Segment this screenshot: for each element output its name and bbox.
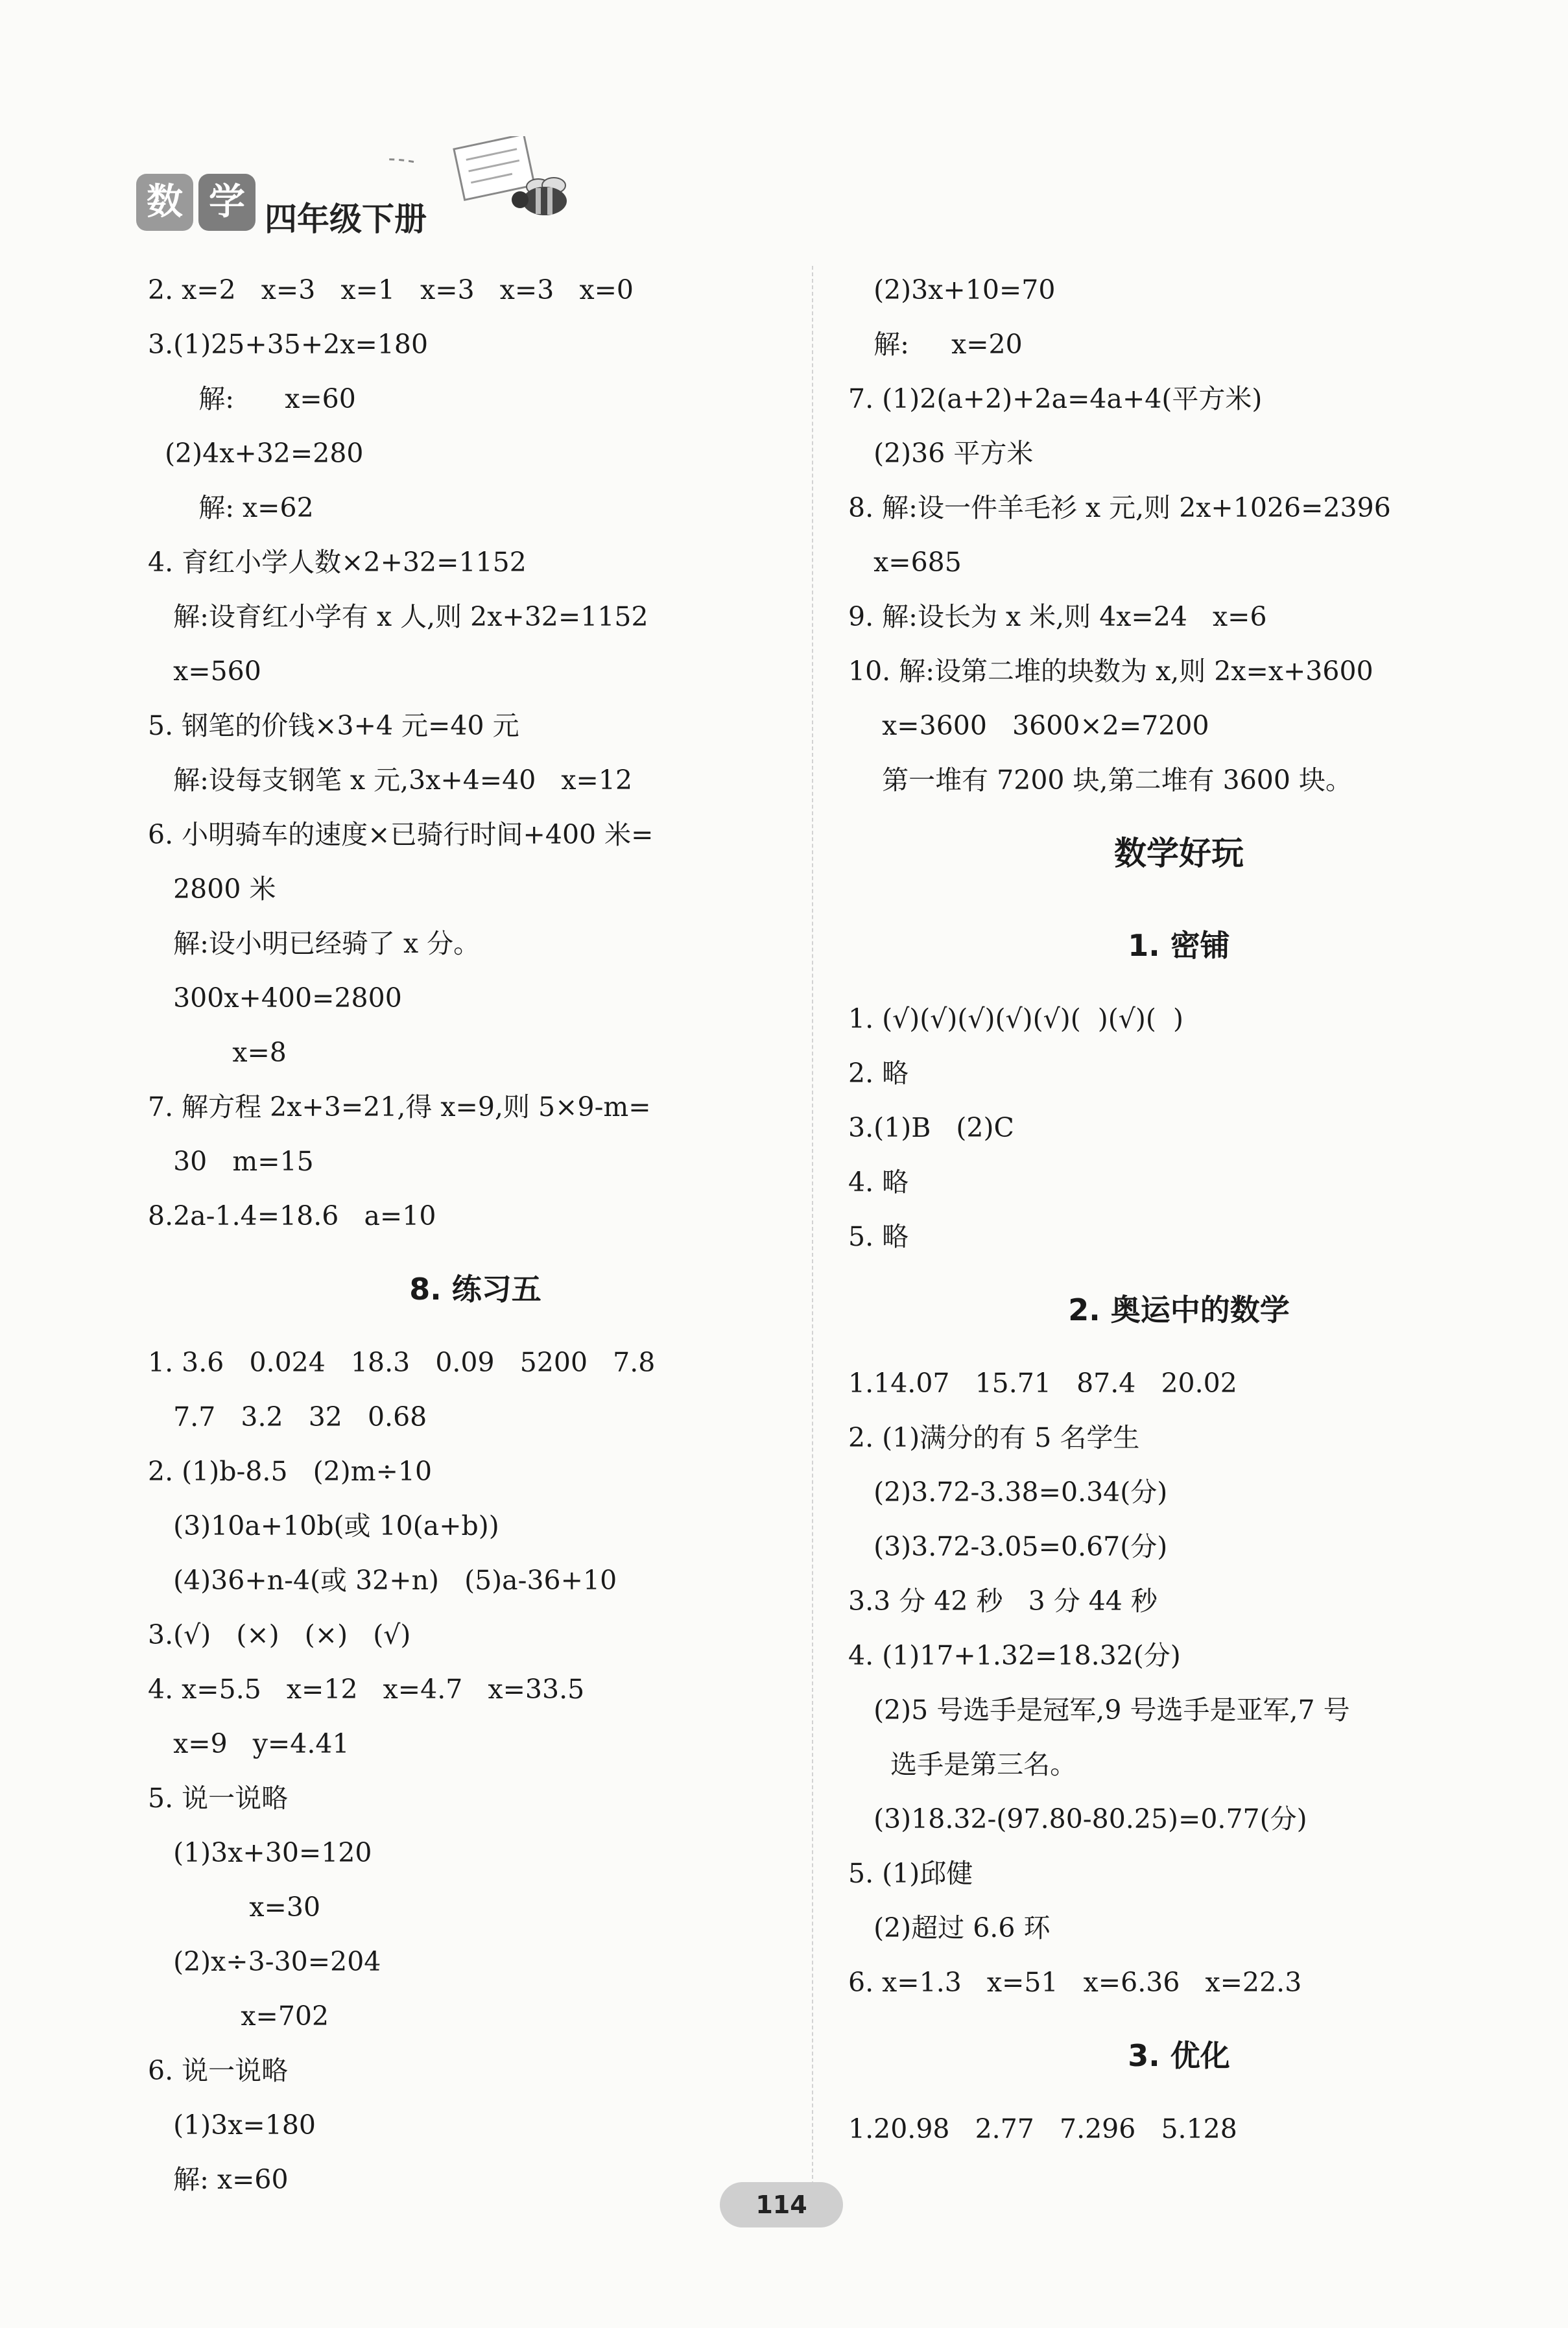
answer-line: 2. (1)b-8.5 (2)m÷10 — [148, 1456, 433, 1487]
answer-line: (1)3x=180 — [148, 2109, 316, 2141]
answer-line: 选手是第三名。 — [848, 1749, 1077, 1780]
answer-line: 解:设育红小学有 x 人,则 2x+32=1152 — [148, 601, 648, 632]
answer-line: 5. 说一说略 — [148, 1783, 289, 1814]
answer-line: 4. 略 — [848, 1167, 909, 1198]
answer-line: 2800 米 — [148, 873, 276, 905]
answer-line: (2)超过 6.6 环 — [848, 1912, 1051, 1943]
left-column — [148, 263, 803, 2207]
page-number: 114 — [720, 2182, 843, 2227]
section-heading: 3. 优化 — [1128, 2038, 1230, 2073]
answer-line: 1.14.07 15.71 87.4 20.02 — [848, 1368, 1237, 1399]
answer-line: (2)x÷3-30=204 — [148, 1946, 381, 1977]
answer-line: 2. x=2 x=3 x=1 x=3 x=3 x=0 — [148, 274, 634, 305]
answer-line: (2)4x+32=280 — [148, 438, 364, 469]
answer-line: 9. 解:设长为 x 米,则 4x=24 x=6 — [848, 601, 1267, 632]
answer-line: 解:设小明已经骑了 x 分。 — [148, 928, 481, 959]
answer-line: x=702 — [148, 2001, 329, 2032]
answer-line: 300x+400=2800 — [148, 982, 402, 1014]
answer-line: 7.7 3.2 32 0.68 — [148, 1401, 427, 1432]
answer-line: 1. 3.6 0.024 18.3 0.09 5200 7.8 — [148, 1347, 656, 1378]
answer-line: (2)5 号选手是冠军,9 号选手是亚军,7 号 — [848, 1694, 1350, 1726]
right-column — [848, 263, 1510, 2156]
section-heading: 数学好玩 — [1114, 835, 1244, 872]
answer-line: 3.(√) (×) (×) (√) — [148, 1619, 411, 1650]
grade-title: 四年级下册 — [265, 200, 427, 238]
answer-line: 5. (1)邱健 — [848, 1858, 973, 1889]
answer-line: 3.3 分 42 秒 3 分 44 秒 — [848, 1586, 1158, 1617]
answer-line: (4)36+n-4(或 32+n) (5)a-36+10 — [148, 1565, 617, 1596]
page-header — [136, 136, 590, 246]
answer-line: 1.20.98 2.77 7.296 5.128 — [848, 2113, 1237, 2144]
answer-line: 4. 育红小学人数×2+32=1152 — [148, 547, 527, 578]
answer-line: (2)3.72-3.38=0.34(分) — [848, 1477, 1168, 1508]
answer-line: 第一堆有 7200 块,第二堆有 3600 块。 — [848, 765, 1352, 796]
answer-line: 3.(1)B (2)C — [848, 1112, 1014, 1143]
section-heading: 8. 练习五 — [409, 1272, 541, 1307]
answer-line: (2)36 平方米 — [848, 438, 1034, 469]
answer-line: 解: x=60 — [148, 2164, 289, 2195]
answer-line: 8. 解:设一件羊毛衫 x 元,则 2x+1026=2396 — [848, 492, 1391, 523]
section-heading: 1. 密铺 — [1128, 928, 1230, 963]
answer-line: 解: x=60 — [148, 383, 356, 414]
answer-line: x=685 — [848, 547, 962, 578]
answer-line: 解:设每支钢笔 x 元,3x+4=40 x=12 — [148, 765, 633, 796]
answer-line: 4. (1)17+1.32=18.32(分) — [848, 1640, 1181, 1671]
answer-line: 2. 略 — [848, 1058, 909, 1089]
answer-line: 4. x=5.5 x=12 x=4.7 x=33.5 — [148, 1674, 585, 1705]
answer-line: 5. 略 — [848, 1221, 909, 1252]
answer-line: (2)3x+10=70 — [848, 274, 1056, 305]
subject-badge-2: 学 — [198, 174, 255, 231]
answer-line: 6. 小明骑车的速度×已骑行时间+400 米= — [148, 819, 654, 850]
answer-line: 1. (√)(√)(√)(√)(√)( )(√)( ) — [848, 1003, 1183, 1034]
answer-line: x=3600 3600×2=7200 — [848, 710, 1209, 741]
answer-line: 2. (1)满分的有 5 名学生 — [848, 1422, 1140, 1453]
answer-line: 3.(1)25+35+2x=180 — [148, 329, 429, 360]
answer-line: x=560 — [148, 656, 261, 687]
answer-line: x=9 y=4.41 — [148, 1728, 350, 1759]
answer-line: 6. 说一说略 — [148, 2055, 289, 2086]
answer-line: 10. 解:设第二堆的块数为 x,则 2x=x+3600 — [848, 656, 1373, 687]
answer-line: 解: x=62 — [148, 492, 314, 523]
answer-line: (3)3.72-3.05=0.67(分) — [848, 1531, 1168, 1562]
answer-line: (3)18.32-(97.80-80.25)=0.77(分) — [848, 1803, 1307, 1835]
answer-line: 解: x=20 — [848, 329, 1023, 360]
answer-line: 7. (1)2(a+2)+2a=4a+4(平方米) — [848, 383, 1263, 414]
answer-line: (3)10a+10b(或 10(a+b)) — [148, 1510, 499, 1541]
answer-line: x=8 — [148, 1037, 287, 1068]
answer-line: 7. 解方程 2x+3=21,得 x=9,则 5×9-m= — [148, 1091, 651, 1122]
answer-line: 5. 钢笔的价钱×3+4 元=40 元 — [148, 710, 519, 741]
bee-book-decoration-icon — [389, 136, 584, 246]
column-divider — [812, 266, 813, 2198]
answer-line: (1)3x+30=120 — [148, 1837, 372, 1868]
answer-line: 6. x=1.3 x=51 x=6.36 x=22.3 — [848, 1967, 1302, 1998]
section-heading: 2. 奥运中的数学 — [1068, 1292, 1290, 1327]
answer-line: 30 m=15 — [148, 1146, 314, 1177]
answer-line: 8.2a-1.4=18.6 a=10 — [148, 1200, 436, 1231]
subject-badge-1: 数 — [136, 174, 193, 231]
answer-line: x=30 — [148, 1892, 321, 1923]
